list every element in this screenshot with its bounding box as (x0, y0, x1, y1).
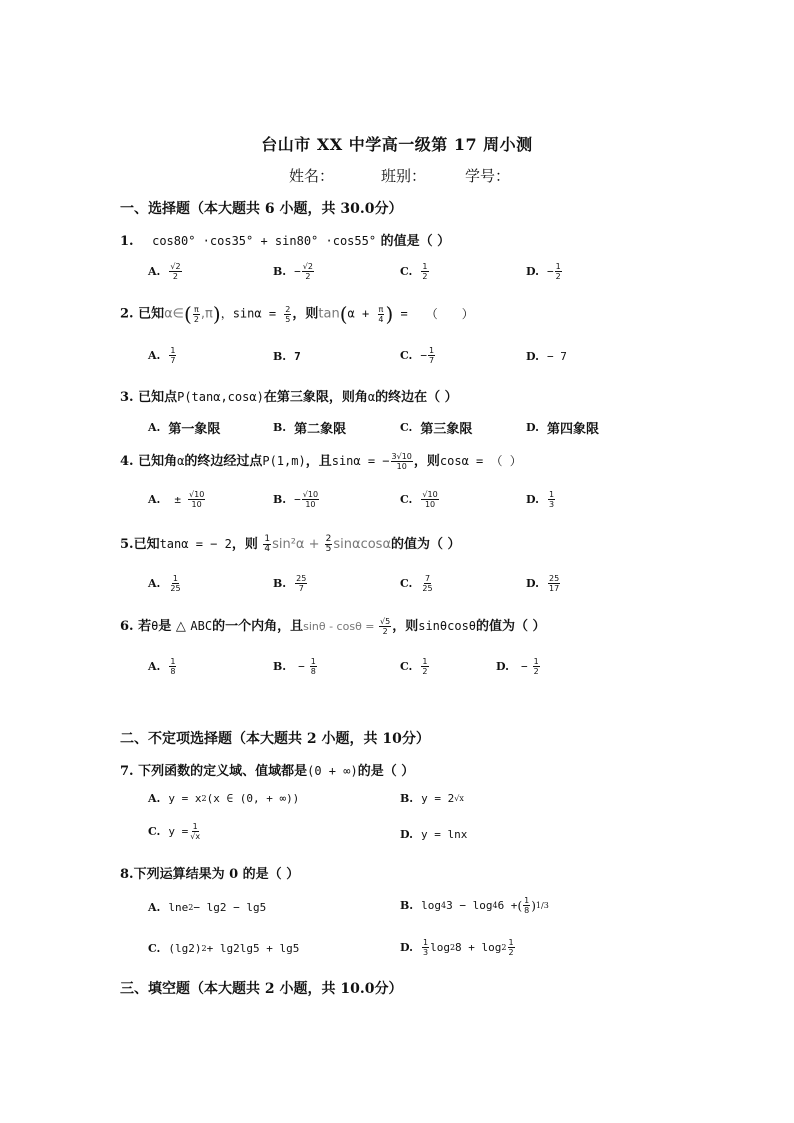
q4-option-b[interactable]: B. − $\frac{√10}{10}$ (273, 490, 319, 509)
q2-option-a[interactable]: A. $\frac{1}{7}$ (148, 346, 176, 365)
q7-option-b[interactable]: B. y = 2 √x (400, 792, 464, 805)
question-2: 2. 已知α∈( $\frac{\pi}{2}$ ,π)，sinα = $\frac{2}{5}$ ，则tan(α + $\frac{\pi}{4}$ ) = （ ） (120, 302, 474, 326)
q3-option-b[interactable]: B. 第二象限 (273, 421, 347, 437)
question-8: 8.下列运算结果为 0 的是（ ） (120, 867, 300, 882)
q1-option-d[interactable]: D. − $\frac{1}{2}$ (526, 262, 561, 281)
q1-option-c[interactable]: C. $\frac{1}{2}$ (400, 262, 428, 281)
section-heading-2: 二、不定项选择题（本大题共 2 小题，共 10分） (120, 731, 430, 747)
q7-option-a[interactable]: A. y = x 2 (x ∈ (0, + ∞)) (148, 792, 300, 805)
q8-option-d[interactable]: D. $\frac{1}{3}$ log 2 8 + log 2 $\frac{1}{2}$ (400, 938, 514, 957)
q5-option-b[interactable]: B. $\frac{25}{7}$ (273, 574, 307, 593)
q2-option-c[interactable]: C. − $\frac{1}{7}$ (400, 346, 435, 365)
q6-option-d[interactable]: D. − $\frac{1}{2}$ (496, 657, 539, 676)
id-label: 学号： (465, 167, 511, 185)
q3-option-d[interactable]: D. 第四象限 (526, 421, 599, 437)
q2-option-d[interactable]: D. − 7 (526, 350, 567, 363)
q1-option-b[interactable]: B. − $\frac{√2}{2}$ (273, 262, 313, 281)
q5-option-c[interactable]: C. $\frac{7}{25}$ (400, 574, 433, 593)
q2-option-b[interactable]: B. 7 (273, 350, 301, 363)
student-info (289, 165, 510, 186)
section-heading-1: 一、选择题（本大题共 6 小题，共 30.0分） (120, 201, 403, 217)
class-label: 班别： (381, 167, 427, 185)
question-1: 1. cos80° ·cos35° + sin80° ·cos55° 的值是（ ） (120, 234, 451, 249)
question-6: 6. 若θ是 △ ABC的一个内角，且sinθ - cosθ = $\frac{√5}{2}$ ，则sinθcosθ的值为（ ） (120, 617, 546, 636)
q4-option-c[interactable]: C. $\frac{√10}{10}$ (400, 490, 438, 509)
q8-option-c[interactable]: C. (lg2) 2 + lg2lg5 + lg5 (148, 942, 300, 955)
q8-option-b[interactable]: B. log 4 3 − log 4 6 + ( $\frac{1}{8}$ ) 1/3 (400, 896, 549, 915)
q4-option-d[interactable]: D. $\frac{1}{3}$ (526, 490, 555, 509)
q6-option-c[interactable]: C. $\frac{1}{2}$ (400, 657, 428, 676)
page-title: 台山市 XX 中学高一级第 17 周小测 (261, 135, 533, 154)
q6-option-a[interactable]: A. $\frac{1}{8}$ (148, 657, 176, 676)
q5-option-a[interactable]: A. $\frac{1}{25}$ (148, 574, 181, 593)
q7-option-c[interactable]: C. y = $\frac{1}{√x}$ (148, 822, 201, 841)
q3-option-a[interactable]: A. 第一象限 (148, 421, 221, 437)
q6-option-b[interactable]: B. − $\frac{1}{8}$ (273, 657, 316, 676)
name-label: 姓名： (289, 167, 335, 185)
q4-option-a[interactable]: A. ± $\frac{√10}{10}$ (148, 490, 205, 509)
q3-option-c[interactable]: C. 第三象限 (400, 421, 473, 437)
question-7: 7. 下列函数的定义域、值域都是(0 + ∞)的是（ ） (120, 764, 415, 779)
q1-option-a[interactable]: A. $\frac{√2}{2}$ (148, 262, 181, 281)
question-5: 5.已知tanα = − 2，则 $\frac{1}{4}$ sin²α + $\frac{2}{5}$ sinαcosα的值为（ ） (120, 534, 461, 554)
q8-option-a[interactable]: A. lne 2 − lg2 − lg5 (148, 901, 267, 914)
q5-option-d[interactable]: D. $\frac{25}{17}$ (526, 574, 560, 593)
section-heading-3: 三、填空题（本大题共 2 小题，共 10.0分） (120, 981, 403, 997)
question-4: 4. 已知角α的终边经过点P(1,m)，且sinα = − $\frac{3√10}{10}$ ，则cosα = （ ） (120, 452, 522, 471)
q7-option-d[interactable]: D. y = lnx (400, 828, 468, 841)
question-3: 3. 已知点P(tanα,cosα)在第三象限，则角α的终边在（ ） (120, 390, 458, 405)
